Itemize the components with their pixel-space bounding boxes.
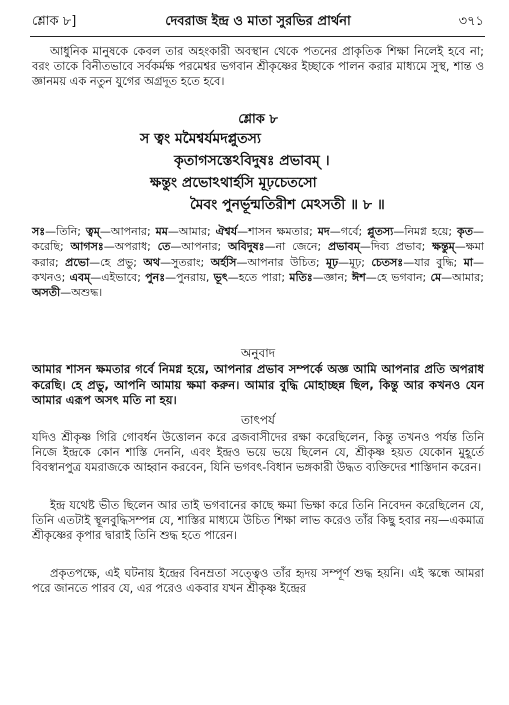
word-meaning: আপনার; (181, 240, 229, 254)
word-term: ঈশ (352, 270, 366, 284)
word-meaning: না জেনে; (275, 240, 328, 254)
word-meaning: যার বুদ্ধি; (414, 255, 464, 269)
word-meaning: হে ভগবান; (376, 270, 431, 284)
word-meaning: হে প্রভু; (100, 255, 144, 269)
word-term: আগসঃ (70, 240, 104, 254)
purport-paragraph: ইন্দ্র যথেষ্ট ভীত ছিলেন আর তাই ভগবানের কাছে ক্ষমা ভিক্ষা করে তিনি নিবেদন করেছিলেন যে, তিনি এতটাই স্থূলবুদ্ধিসম্পন্ন যে, শাস্তির মাধ্যমে উচিত শিক্ষা লাভ করেও তাঁর কিছু হবার নয়—একমাত্র শ্রীকৃষ্ণের কৃপার দ্বারাই তিনি শুদ্ধ হতে পারেন। (32, 498, 484, 543)
word-term: তে (157, 240, 171, 254)
word-meaning: দিব্য প্রভাব; (370, 240, 433, 254)
word-term: কৃত (457, 225, 473, 238)
translation-heading: অনুবাদ (240, 346, 276, 360)
word-term: প্রভো (65, 255, 90, 269)
word-term: ঐশ্বর্য (215, 225, 238, 238)
word-meaning: করেছি; (32, 240, 71, 254)
header-verse-ref: শ্লোক ৮] (32, 14, 77, 29)
word-term: মা (463, 255, 473, 269)
sanskrit-verse (32, 128, 484, 216)
word-term: এবম্ (69, 270, 91, 284)
word-term: সঃ (32, 225, 46, 238)
purport-paragraph: যদিও শ্রীকৃষ্ণ গিরি গোবর্ধন উত্তোলন করে ব্রজবাসীদের রক্ষা করেছিলেন, কিন্তু তখনও পর্যন্ত তিনি নিজে ইন্দ্রকে কোন শাস্তি দেননি, এবং ইন্দ্রও ভয়ে ভয়ে ছিলেন যে, শ্রীকৃষ্ণ হয়ত যেকোন মুহূর্তে বিবস্বানপুত্র যমরাজকে আহ্বান করবেন, যিনি ভগবৎ-বিধান ভঙ্গকারী উদ্ধত ব্যক্তিদের শাস্তিদান করেন। (32, 430, 484, 475)
word-term: প্রভাবম্ (328, 240, 360, 254)
purport-paragraph: প্রকৃতপক্ষে, এই ঘটনায় ইন্দ্রের বিনম্রতা সত্ত্বেও তাঁর হৃদয় সম্পূর্ণ শুদ্ধ হয়নি। এই স্কন্ধে আমরা পরে জানতে পারব যে, এর পরেও একবার যখন শ্রীকৃষ্ণ ইন্দ্রের (32, 566, 484, 596)
word-meaning: নিমগ্ন হয়ে; (404, 225, 458, 238)
word-meaning: আমার; (452, 270, 484, 284)
word-meaning: ক্ষমা করার; (32, 240, 484, 269)
intro-paragraph: আধুনিক মানুষকে কেবল তার অহংকারী অবস্থান থেকে পতনের প্রাকৃতিক শিক্ষা নিলেই হবে না; বরং তাকে বিনীতভাবে সর্বকর্মক্ষ পরমেশ্বর ভগবান শ্রীকৃষ্ণের ইচ্ছাকে পালন করার মাধ্যমে সুস্থ, শান্ত ও জ্ঞানময় এক নতুন যুগের অগ্রদূত হতে হবে। (32, 44, 484, 89)
header-chapter-title: দেবরাজ ইন্দ্র ও মাতা সুরভির প্রার্থনা (165, 14, 351, 29)
word-term: চেতসঃ (371, 255, 404, 269)
word-meaning: আপনার উচিত; (247, 255, 327, 269)
word-term: ক্ষন্তুম্ (432, 240, 455, 254)
header-rule (30, 36, 485, 37)
header-page-number: ৩৭১ (458, 14, 484, 29)
word-meaning: পুনরায়, (176, 270, 214, 284)
word-term: পুনঃ (145, 270, 166, 284)
purport-heading: তাৎপর্য (241, 413, 275, 427)
word-term: প্লুতস্য (367, 225, 394, 238)
word-meaning: আমার; (178, 225, 216, 238)
word-meaning: এইভাবে; (101, 270, 146, 284)
word-meaning: শাসন ক্ষমতার; (248, 225, 318, 238)
running-header (32, 12, 484, 34)
word-meaning: তিনি; (56, 225, 86, 238)
word-meaning: কখনও; (32, 270, 70, 284)
word-term: মে (430, 270, 442, 284)
word-term: মম (155, 225, 168, 238)
word-meaning: অশুদ্ধ। (71, 286, 103, 300)
verse-line: মৈবং পুনর্ভূন্মতিরীশ মেঽসতী ॥ ৮ ॥ (190, 197, 385, 213)
word-term: অসতী (32, 286, 61, 300)
word-for-word-meanings: সঃ—তিনি; ত্বম্—আপনার; মম—আমার; ঐশ্বর্য—শাসন ক্ষমতার; মদ—গর্বে; প্লুতস্য—নিমগ্ন হয়ে; কৃত—করেছি; আগসঃ—অপরাধ; তে—আপনার; অবিদুষঃ—না জেনে; প্রভাবম্—দিব্য প্রভাব; ক্ষন্তুম্—ক্ষমা করার; প্রভো—হে প্রভু; অথ—সুতরাং; অর্হসি—আপনার উচিত; মূঢ়—মূঢ়; চেতসঃ—যার বুদ্ধি; মা—কখনও; এবম্—এইভাবে; পুনঃ—পুনরায়, ভূৎ—হতে পারা; মতিঃ—জ্ঞান; ঈশ—হে ভগবান; মে—আমার; অসতী—অশুদ্ধ। (32, 225, 484, 300)
word-meaning: জ্ঞান; (323, 270, 353, 284)
word-term: ভূৎ (213, 270, 228, 284)
verse-line: কৃতাগসস্তেঽবিদুষঃ প্রভাবম্ । (174, 153, 330, 169)
translation-text: আমার শাসন ক্ষমতার গর্বে নিমগ্ন হয়ে, আপনার প্রভাব সম্পর্কে অজ্ঞ আমি আপনার প্রতি অপরাধ করেছি। হে প্রভু, আপনি আমায় ক্ষমা করুন। আমার বুদ্ধি মোহাচ্ছন্ন ছিল, কিন্তু আর কখনও যেন আমার এরূপ অসৎ মতি না হয়। (32, 362, 484, 408)
verse-heading: শ্লোক ৮ (238, 112, 278, 127)
word-term: ত্বম্ (85, 225, 100, 238)
word-meaning: হতে পারা; (238, 270, 290, 284)
word-term: মতিঃ (289, 270, 313, 284)
word-term: মূঢ় (326, 255, 339, 269)
word-term: মদ (317, 225, 330, 238)
word-term: অর্হসি (210, 255, 237, 269)
word-meaning: গর্বে; (340, 225, 368, 238)
word-meaning: সুতরাং; (171, 255, 211, 269)
word-term: অবিদুষঃ (228, 240, 265, 254)
word-meaning: মূঢ়; (349, 255, 372, 269)
word-meaning: অপরাধ; (114, 240, 158, 254)
word-term: অথ (143, 255, 161, 269)
verse-line: ক্ষন্তুং প্রভোঽথার্হসি মূঢ়চেতসো (150, 175, 317, 191)
word-meaning: আপনার; (110, 225, 156, 238)
verse-line: স ত্বং মমৈশ্বর্যমদপ্লুতস্য (140, 131, 261, 147)
